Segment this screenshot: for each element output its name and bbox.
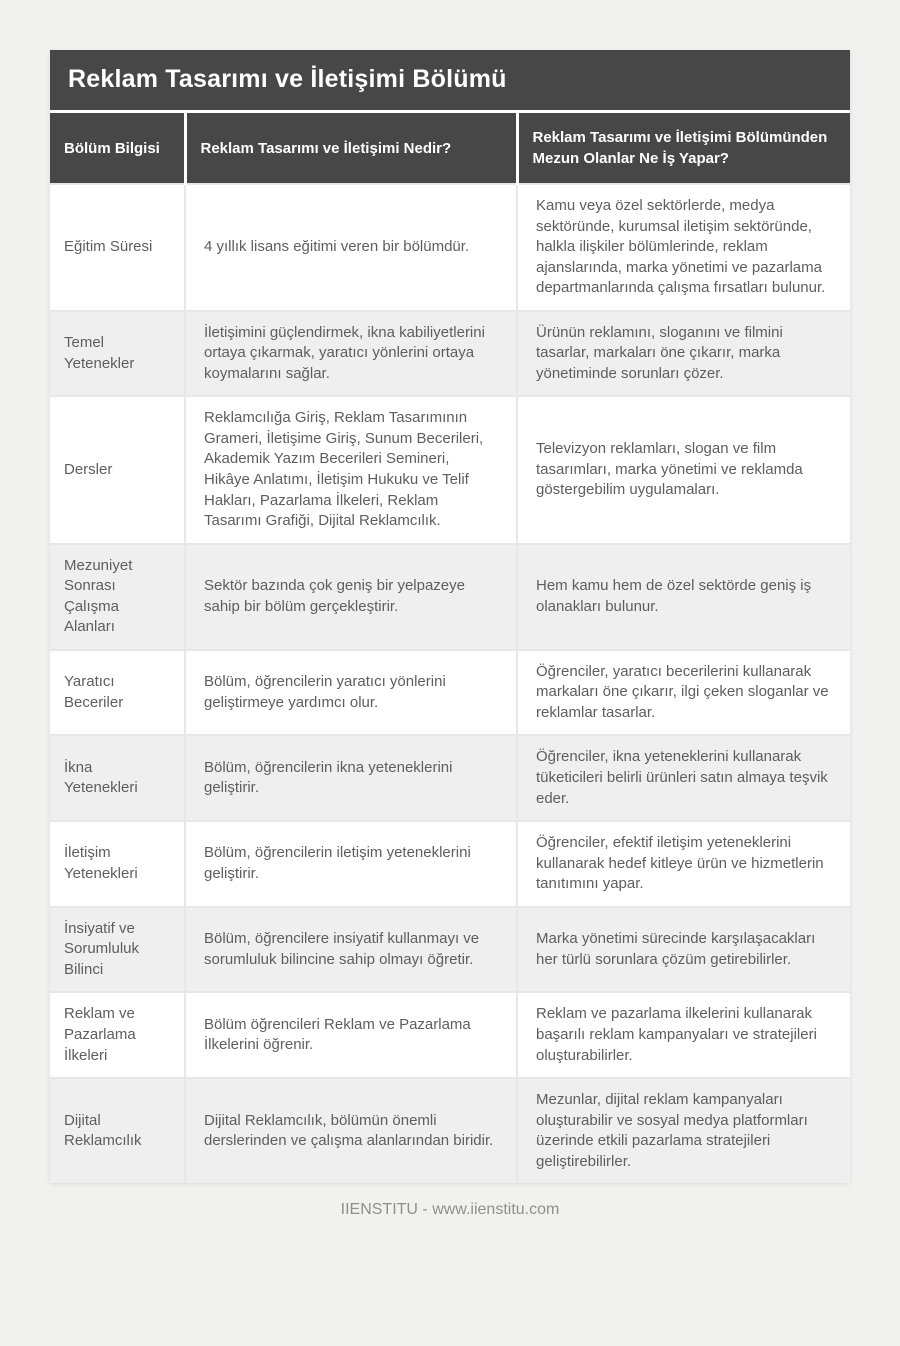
careers-cell: Öğrenciler, ikna yeteneklerini kullanarak tüketicileri belirli ürünleri satın almaya teşvik eder. xyxy=(517,735,850,821)
row-label-cell: Eğitim Süresi xyxy=(50,184,185,311)
careers-cell: Televizyon reklamları, slogan ve film tasarımları, marka yönetimi ve reklamda göstergebilim uygulamaları. xyxy=(517,396,850,543)
department-table xyxy=(50,113,850,1183)
table-row xyxy=(50,907,850,993)
row-label-cell: Reklam ve Pazarlama İlkeleri xyxy=(50,992,185,1078)
row-label-cell: Dijital Reklamcılık xyxy=(50,1078,185,1183)
definition-cell: Bölüm, öğrencilerin yaratıcı yönlerini geliştirmeye yardımcı olur. xyxy=(185,650,517,736)
page-title: Reklam Tasarımı ve İletişimi Bölümü xyxy=(50,50,850,113)
careers-cell: Öğrenciler, yaratıcı becerilerini kullanarak markaları öne çıkarır, ilgi çeken sloganlar ve reklamlar tasarlar. xyxy=(517,650,850,736)
table-row xyxy=(50,650,850,736)
table-row xyxy=(50,544,850,650)
table-body xyxy=(50,184,850,1183)
table-row xyxy=(50,735,850,821)
table-row xyxy=(50,184,850,311)
column-header-nedir: Reklam Tasarımı ve İletişimi Nedir? xyxy=(185,113,517,184)
table-row xyxy=(50,311,850,397)
definition-cell: Bölüm, öğrencilere insiyatif kullanmayı ve sorumluluk bilincine sahip olmayı öğretir. xyxy=(185,907,517,993)
row-label-cell: İnsiyatif ve Sorumluluk Bilinci xyxy=(50,907,185,993)
definition-cell: Bölüm öğrencileri Reklam ve Pazarlama İlkelerini öğrenir. xyxy=(185,992,517,1078)
definition-cell: 4 yıllık lisans eğitimi veren bir bölümdür. xyxy=(185,184,517,311)
row-label-cell: İletişim Yetenekleri xyxy=(50,821,185,907)
definition-cell: Bölüm, öğrencilerin ikna yeteneklerini geliştirir. xyxy=(185,735,517,821)
careers-cell: Ürünün reklamını, sloganını ve filmini tasarlar, markaları öne çıkarır, marka yönetiminde sorunları çözer. xyxy=(517,311,850,397)
row-label-cell: Temel Yetenekler xyxy=(50,311,185,397)
definition-cell: Dijital Reklamcılık, bölümün önemli derslerinden ve çalışma alanlarından biridir. xyxy=(185,1078,517,1183)
table-row xyxy=(50,992,850,1078)
definition-cell: Bölüm, öğrencilerin iletişim yeteneklerini geliştirir. xyxy=(185,821,517,907)
row-label-cell: İkna Yetenekleri xyxy=(50,735,185,821)
row-label-cell: Mezuniyet Sonrası Çalışma Alanları xyxy=(50,544,185,650)
definition-cell: Reklamcılığa Giriş, Reklam Tasarımının Grameri, İletişime Giriş, Sunum Becerileri, Akademik Yazım Becerileri Semineri, Hikâye Anlatımı, İletişim Hukuku ve Telif Hakları, Pazarlama İlkeleri, Reklam Tasarımı Grafiği, Dijital Reklamcılık. xyxy=(185,396,517,543)
definition-cell: İletişimini güçlendirmek, ikna kabiliyetlerini ortaya çıkarmak, yaratıcı yönlerini ortaya koymalarını sağlar. xyxy=(185,311,517,397)
table-row xyxy=(50,396,850,543)
careers-cell: Marka yönetimi sürecinde karşılaşacakları her türlü sorunlara çözüm getirebilirler. xyxy=(517,907,850,993)
careers-cell: Mezunlar, dijital reklam kampanyaları oluşturabilir ve sosyal medya platformları üzerinde etkili pazarlama stratejileri geliştirebilirler. xyxy=(517,1078,850,1183)
table-row xyxy=(50,821,850,907)
definition-cell: Sektör bazında çok geniş bir yelpazeye sahip bir bölüm gerçekleştirir. xyxy=(185,544,517,650)
table-row xyxy=(50,1078,850,1183)
column-header-ne-is-yapar: Reklam Tasarımı ve İletişimi Bölümünden Mezun Olanlar Ne İş Yapar? xyxy=(517,113,850,184)
footer-credit: IIENSTITU - www.iienstitu.com xyxy=(340,1201,560,1219)
department-table-card xyxy=(50,50,850,1183)
column-header-bolum-bilgisi: Bölüm Bilgisi xyxy=(50,113,185,184)
careers-cell: Hem kamu hem de özel sektörde geniş iş olanakları bulunur. xyxy=(517,544,850,650)
careers-cell: Öğrenciler, efektif iletişim yeteneklerini kullanarak hedef kitleye ürün ve hizmetlerin tanıtımını yapar. xyxy=(517,821,850,907)
row-label-cell: Dersler xyxy=(50,396,185,543)
careers-cell: Reklam ve pazarlama ilkelerini kullanarak başarılı reklam kampanyaları ve stratejileri oluşturabilirler. xyxy=(517,992,850,1078)
header-row xyxy=(50,113,850,184)
table-header xyxy=(50,113,850,184)
row-label-cell: Yaratıcı Beceriler xyxy=(50,650,185,736)
careers-cell: Kamu veya özel sektörlerde, medya sektöründe, kurumsal iletişim sektöründe, halkla ilişkiler bölümlerinde, reklam ajanslarında, marka yönetimi ve pazarlama departmanlarında çalışma fırsatları bulunur. xyxy=(517,184,850,311)
